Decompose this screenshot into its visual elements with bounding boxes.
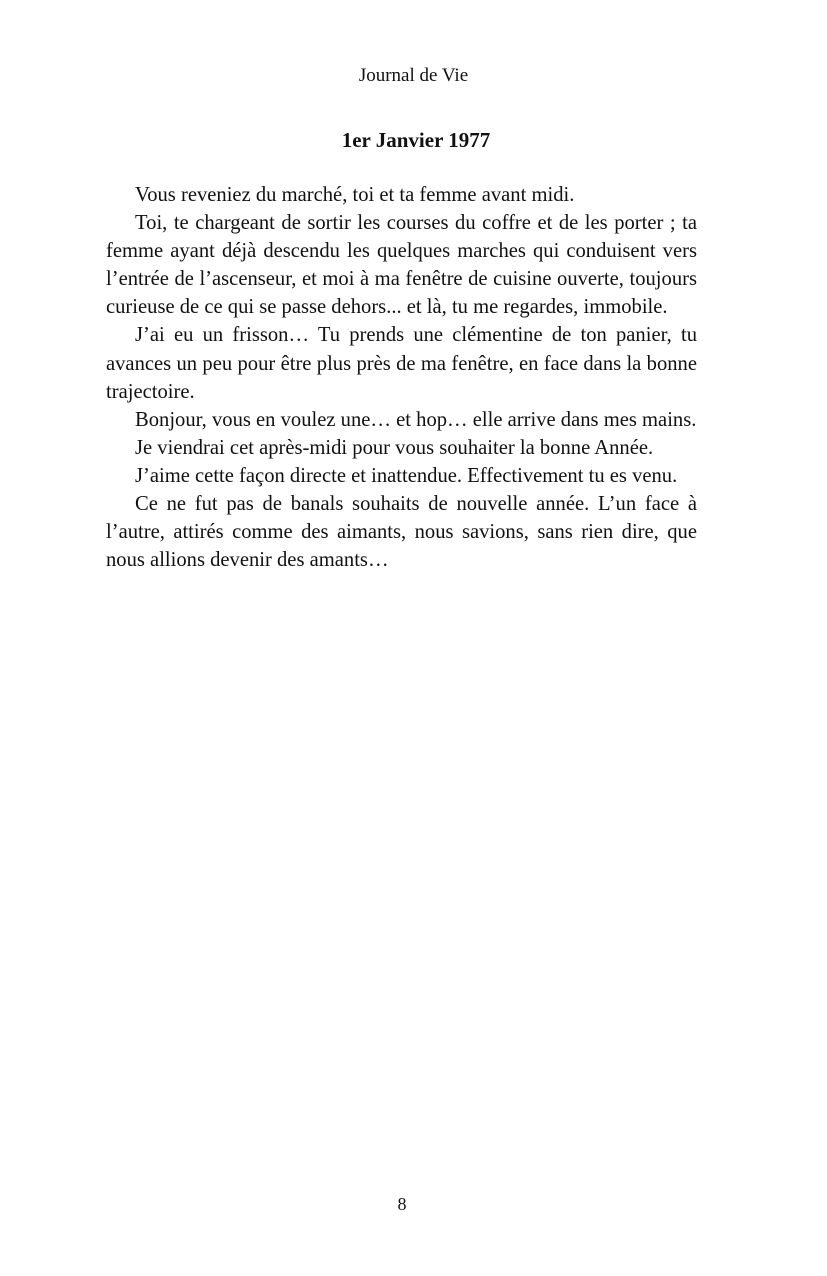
paragraph: J’ai eu un frisson… Tu prends une clémentine de ton panier, tu avances un peu pour être plus près de ma fenêtre, en face dans la bonne trajectoire. — [106, 324, 697, 403]
paragraph: Toi, te chargeant de sortir les courses du coffre et de les porter ; ta femme ayant déjà descendu les quelques marches qui conduisent vers l’entrée de l’ascenseur, et moi à ma fenêtre de cuisine ouverte, toujours curieuse de ce qui se passe dehors... et là, tu me regardes, immobile. — [106, 212, 697, 319]
paragraph: Ce ne fut pas de banals souhaits de nouvelle année. L’un face à l’autre, attirés comme des aimants, nous savions, sans rien dire, que nous allions devenir des amants… — [106, 493, 697, 572]
chapter-title: 1er Janvier 1977 — [341, 128, 491, 152]
paragraph: Je viendrai cet après-midi pour vous souhaiter la bonne Année. — [135, 436, 654, 459]
page-number: 8 — [397, 1194, 407, 1214]
paragraph: Vous reveniez du marché, toi et ta femme avant midi. — [135, 184, 575, 206]
paragraph: Bonjour, vous en voulez une… et hop… elle arrive dans mes mains. — [135, 408, 697, 431]
body-text — [106, 181, 697, 574]
paragraph: J’aime cette façon directe et inattendue. Effectivement tu es venu. — [135, 464, 678, 487]
running-header: Journal de Vie — [358, 65, 469, 86]
